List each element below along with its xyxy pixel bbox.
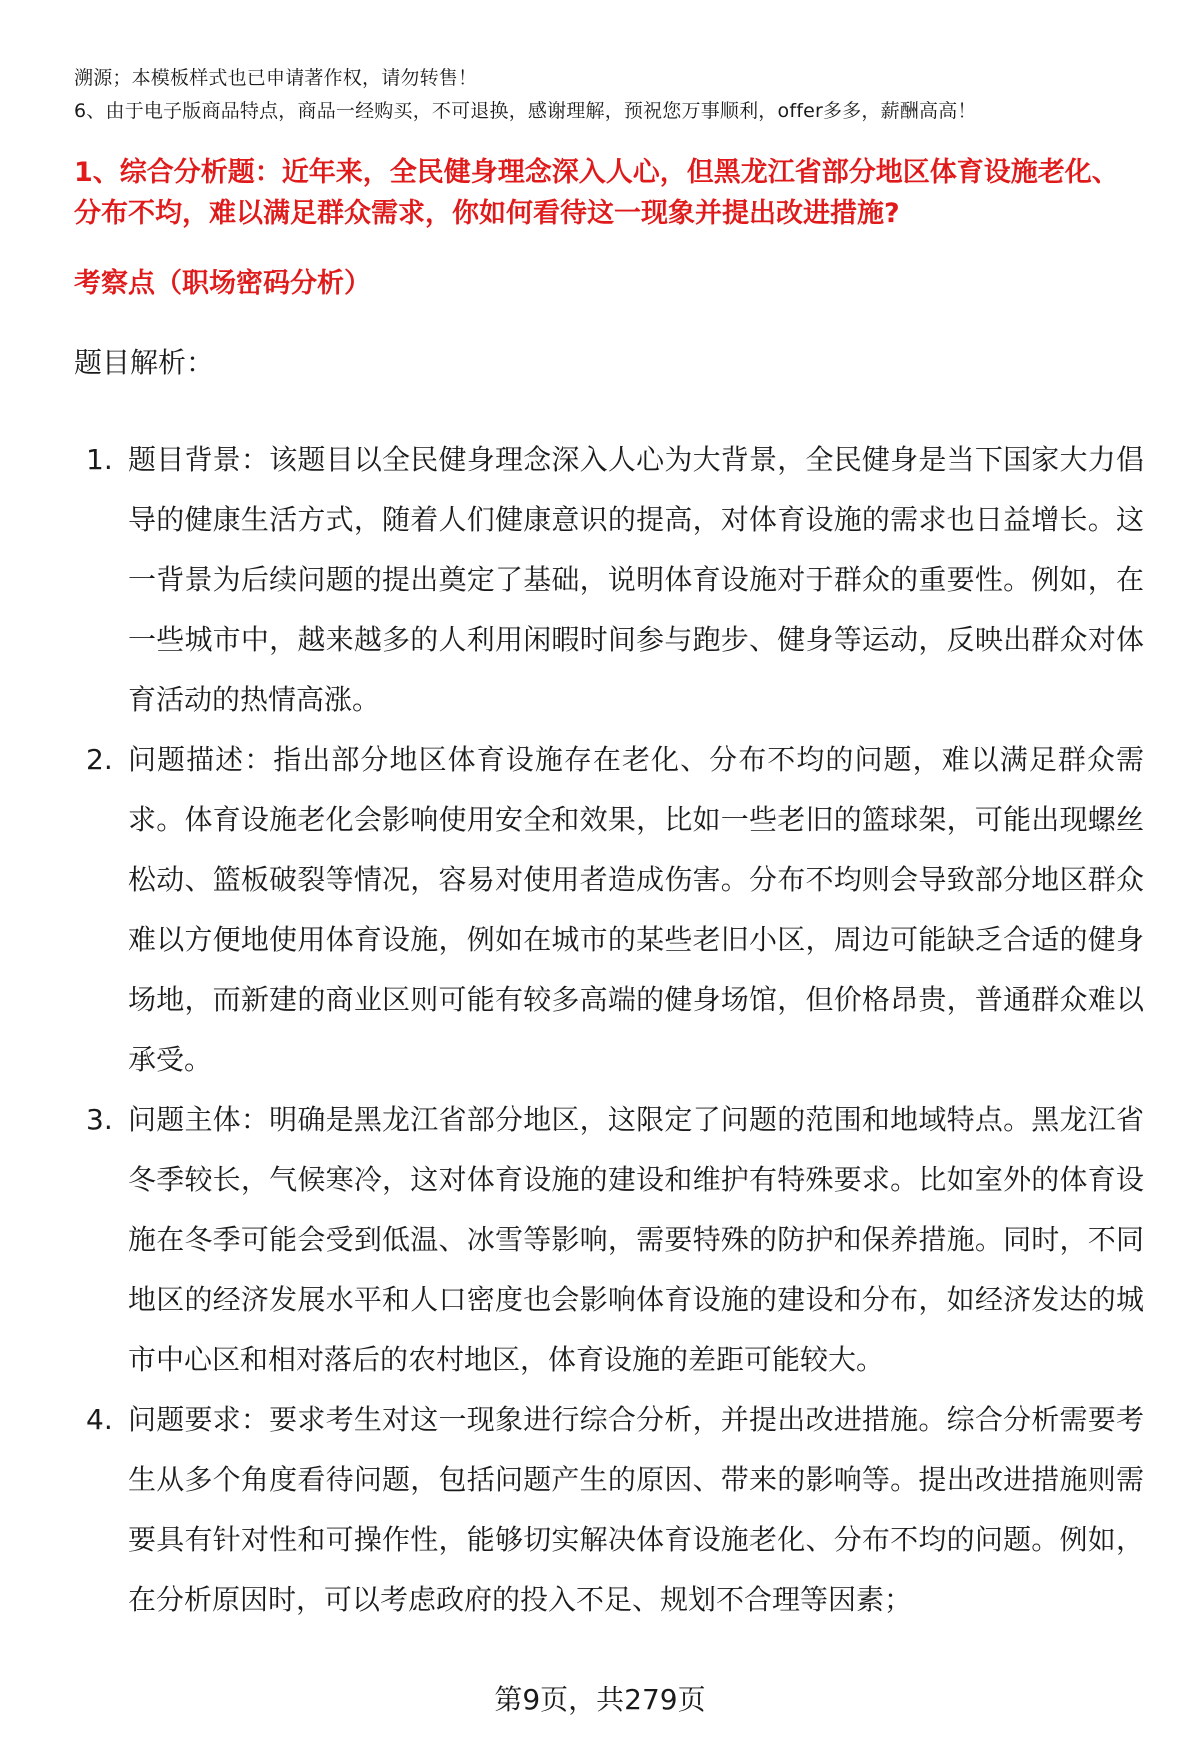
list-item xyxy=(74,1090,1144,1390)
list-item-number: 2. xyxy=(86,743,113,776)
list-item-text: 问题描述：指出部分地区体育设施存在老化、分布不均的问题，难以满足群众需求。体育设施老化会影响使用安全和效果，比如一些老旧的篮球架，可能出现螺丝松动、篮板破裂等情况，容易对使用者造成伤害。分布不均则会导致部分地区群众难以方便地使用体育设施，例如在城市的某些老旧小区，周边可能缺乏合适的健身场地，而新建的商业区则可能有较多高端的健身场馆，但价格昂贵，普通群众难以承受。 xyxy=(128,743,1144,1076)
analysis-heading: 题目解析： xyxy=(74,346,215,379)
note-line: 溯源；本模板样式也已申请著作权，请勿转售！ xyxy=(74,67,478,89)
list-item xyxy=(74,1390,1144,1630)
page-footer: 第9页，共279页 xyxy=(494,1683,706,1716)
list-item-number: 4. xyxy=(86,1403,113,1436)
section-title: 考察点（职场密码分析） xyxy=(74,268,371,299)
list-item xyxy=(74,730,1144,1090)
list-item-number: 3. xyxy=(86,1103,113,1136)
list-item-text: 问题要求：要求考生对这一现象进行综合分析，并提出改进措施。综合分析需要考生从多个角度看待问题，包括问题产生的原因、带来的影响等。提出改进措施则需要具有针对性和可操作性，能够切实解决体育设施老化、分布不均的问题。例如，在分析原因时，可以考虑政府的投入不足、规划不合理等因素； xyxy=(128,1403,1144,1616)
notes-block xyxy=(74,62,1144,128)
list-item-text: 题目背景：该题目以全民健身理念深入人心为大背景，全民健身是当下国家大力倡导的健康生活方式，随着人们健康意识的提高，对体育设施的需求也日益增长。这一背景为后续问题的提出奠定了基础，说明体育设施对于群众的重要性。例如，在一些城市中，越来越多的人利用闲暇时间参与跑步、健身等运动，反映出群众对体育活动的热情高涨。 xyxy=(128,443,1144,716)
list-item-number: 1. xyxy=(86,443,113,476)
question-heading: 1、综合分析题：近年来，全民健身理念深入人心，但黑龙江省部分地区体育设施老化、分布不均，难以满足群众需求，你如何看待这一现象并提出改进措施? xyxy=(74,157,1119,229)
analysis-list xyxy=(74,430,1144,1630)
list-item-text: 问题主体：明确是黑龙江省部分地区，这限定了问题的范围和地域特点。黑龙江省冬季较长，气候寒冷，这对体育设施的建设和维护有特殊要求。比如室外的体育设施在冬季可能会受到低温、冰雪等影响，需要特殊的防护和保养措施。同时，不同地区的经济发展水平和人口密度也会影响体育设施的建设和分布，如经济发达的城市中心区和相对落后的农村地区，体育设施的差距可能较大。 xyxy=(128,1103,1144,1376)
list-item xyxy=(74,430,1144,730)
note-line: 6、由于电子版商品特点，商品一经购买，不可退换，感谢理解，预祝您万事顺利，offer多多，薪酬高高！ xyxy=(74,100,977,122)
